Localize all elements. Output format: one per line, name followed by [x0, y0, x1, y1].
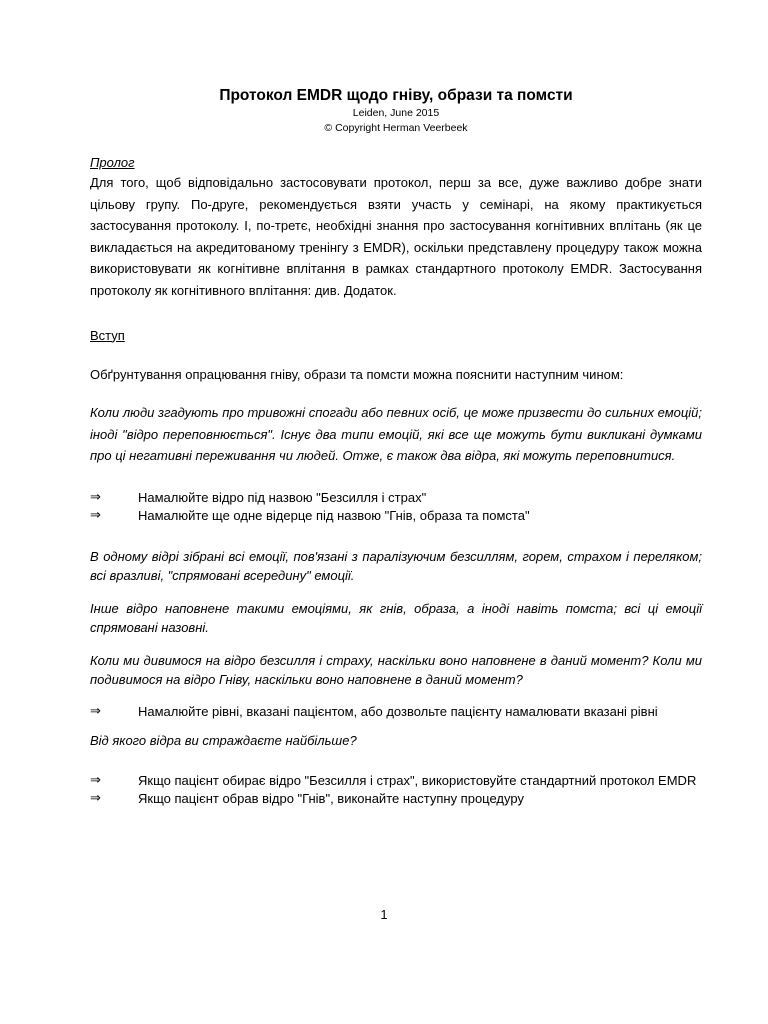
question-paragraph: Від якого відра ви страждаєте найбільше?: [90, 732, 357, 748]
italic-paragraph-2: В одному відрі зібрані всі емоції, пов'язані з паралізуючим безсиллям, горем, страхом і переляком; всі вразливі, "спрямовані всередину" емоції.: [90, 548, 702, 583]
step-text: Намалюйте ще одне відерце під назвою "Гнів, образа та помста": [138, 507, 530, 523]
step-text: Якщо пацієнт обирає відро "Безсилля і страх", використовуйте стандартний протокол EMDR: [138, 772, 697, 788]
page-number: 1: [380, 907, 388, 922]
steps-list-3: [90, 772, 702, 808]
list-item: [90, 790, 702, 808]
arrow-icon: ⇒: [90, 790, 101, 806]
prolog-section: [90, 154, 702, 302]
italic-paragraph-4: Коли ми дивимося на відро безсилля і страху, наскільки воно наповнене в даний момент? Коли ми подивимося на відро Гніву, наскільки воно наповнене в даний момент?: [90, 652, 702, 687]
arrow-icon: ⇒: [90, 507, 101, 523]
title-block: [90, 0, 702, 136]
steps-list-1: [90, 489, 702, 525]
list-item: [90, 507, 702, 525]
list-item: [90, 772, 702, 790]
step-text: Якщо пацієнт обрав відро "Гнів", виконайте наступну процедуру: [138, 790, 524, 806]
intro-section: [90, 327, 702, 467]
document-title: Протокол EMDR щодо гніву, образи та помсти: [219, 87, 573, 104]
intro-lead: Обґрунтування опрацювання гніву, образи та помсти можна пояснити наступним чином:: [90, 366, 624, 382]
prolog-heading: Пролог: [90, 155, 135, 170]
arrow-icon: ⇒: [90, 489, 101, 505]
intro-italic-paragraph: Коли люди згадують про тривожні спогади або певних осіб, це може призвести до сильних емоцій; іноді "відро переповнюється". Існує два типи емоцій, які все ще можуть бути викликані думками про ці негативні переживання чи людей. Отже, є також два відра, які можуть переповнитися.: [90, 405, 702, 464]
arrow-icon: ⇒: [90, 703, 101, 719]
arrow-icon: ⇒: [90, 772, 101, 788]
list-item: [90, 703, 702, 721]
copyright-line: © Copyright Herman Veerbeek: [324, 122, 468, 134]
step-text: Намалюйте рівні, вказані пацієнтом, або дозвольте пацієнту намалювати вказані рівні: [138, 703, 658, 719]
place-date: Leiden, June 2015: [352, 107, 440, 119]
intro-heading: Вступ: [90, 327, 125, 343]
list-item: [90, 489, 702, 507]
step-text: Намалюйте відро під назвою "Безсилля і страх": [138, 489, 427, 505]
italic-paragraph-3: Інше відро наповнене такими емоціями, як гнів, образа, а іноді навіть помста; всі ці емоції спрямовані назовні.: [90, 600, 702, 635]
prolog-paragraph: Для того, щоб відповідально застосовувати протокол, перш за все, дуже важливо добре знати цільову групу. По-друге, рекомендується взяти участь у семінарі, на якому практикується застосування протоколу. І, по-третє, необхідні знання про застосування когнітивних вплітань (як це викладається на акредитованому тренінгу з EMDR), оскільки представлену процедуру також можна використовувати як когнітивне вплітання в рамках стандартного протоколу EMDR. Застосування протоколу як когнітивного вплітання: див. Додаток.: [90, 175, 702, 298]
